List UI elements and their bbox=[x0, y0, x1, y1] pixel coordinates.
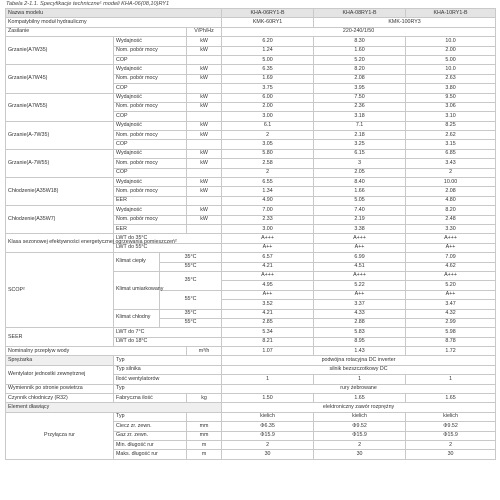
mode-row bbox=[6, 178, 496, 187]
climate-name: Klimat chłodny bbox=[114, 309, 160, 328]
value-cell: 3.25 bbox=[314, 140, 406, 149]
param-label: Nom. pobór mocy bbox=[114, 187, 187, 196]
exchanger-label: Wymiennik po stronie powietrza bbox=[6, 384, 114, 393]
value-cell: A++ bbox=[222, 243, 314, 252]
throttle-row bbox=[6, 403, 496, 412]
param-unit: kW bbox=[187, 187, 222, 196]
compressor-label: Sprężarka bbox=[6, 356, 114, 365]
value-cell: 5.05 bbox=[314, 196, 406, 205]
param-label: Wydajność bbox=[114, 93, 187, 102]
climate-name: Klimat ciepły bbox=[114, 253, 160, 272]
value-cell: 2 bbox=[222, 168, 314, 177]
value-cell: 1 bbox=[222, 375, 314, 384]
piping-unit: m bbox=[187, 450, 222, 459]
mode-name: Grzanie(A-7W35) bbox=[6, 121, 114, 149]
value-cell: 6.00 bbox=[222, 93, 314, 102]
model-name-label: Nazwa modelu bbox=[6, 9, 222, 18]
value-cell: 4.90 bbox=[222, 196, 314, 205]
exchanger-row bbox=[6, 384, 496, 393]
value-cell: 6.55 bbox=[222, 178, 314, 187]
param-label: Wydajność bbox=[114, 149, 187, 158]
fan-count-label: Ilość wentylatorów bbox=[114, 375, 222, 384]
piping-param: Ciecz zr. zewn. bbox=[114, 422, 187, 431]
power-unit: V/Ph/Hz bbox=[187, 27, 222, 36]
value-cell: 1.72 bbox=[406, 347, 496, 356]
scop-temp: 55°C bbox=[160, 290, 222, 309]
value-cell: 5.98 bbox=[406, 328, 496, 337]
value-cell: 1 bbox=[314, 375, 406, 384]
refrigerant-row bbox=[6, 394, 496, 403]
value-cell: A++ bbox=[314, 290, 406, 299]
value-cell: 10.00 bbox=[406, 178, 496, 187]
value-cell: 1.69 bbox=[222, 74, 314, 83]
value-cell: 8.25 bbox=[406, 121, 496, 130]
value-cell: A++ bbox=[406, 243, 496, 252]
value-cell: 3.52 bbox=[222, 300, 314, 309]
lwt-label: LWT do 55°C bbox=[114, 243, 222, 252]
fan-label: Wentylator jednostki zewnętrznej bbox=[6, 365, 114, 384]
value-cell: 4.80 bbox=[406, 196, 496, 205]
value-cell: 3.18 bbox=[314, 112, 406, 121]
mode-row bbox=[6, 206, 496, 215]
value-cell: 8.95 bbox=[314, 337, 406, 346]
climate-name: Klimat umiarkowany bbox=[114, 271, 160, 309]
compressor-row bbox=[6, 356, 496, 365]
param-unit: kW bbox=[187, 206, 222, 215]
header-row bbox=[6, 9, 496, 18]
value-cell: 4.33 bbox=[314, 309, 406, 318]
value-cell: 1.50 bbox=[222, 394, 314, 403]
value-cell: 2.85 bbox=[222, 318, 314, 327]
seer-row bbox=[6, 328, 496, 337]
energy-class-label: Klasa sezonowej efektywności energetycznej ogrzewania pomieszczeń² bbox=[6, 234, 114, 253]
compressor-value: podwójna rotacyjna DC inverter bbox=[222, 356, 496, 365]
value-cell: 7.40 bbox=[314, 206, 406, 215]
piping-label: Przyłącza rur bbox=[6, 412, 114, 459]
value-cell: A+++ bbox=[406, 271, 496, 280]
spec-table bbox=[5, 8, 496, 460]
value-cell: 5.00 bbox=[222, 55, 314, 64]
lwt-label: LWT do 7°C bbox=[114, 328, 222, 337]
param-label: Wydajność bbox=[114, 37, 187, 46]
scop-label: SCOP² bbox=[6, 253, 114, 328]
param-label: COP bbox=[114, 112, 187, 121]
scop-temp: 55°C bbox=[160, 262, 222, 271]
value-cell: kielich bbox=[406, 412, 496, 421]
exchanger-value: rury żebrowane bbox=[222, 384, 496, 393]
power-label: Zasilanie bbox=[6, 27, 187, 36]
param-label: EER bbox=[114, 196, 187, 205]
value-cell: 8.20 bbox=[406, 206, 496, 215]
energy-class-row bbox=[6, 234, 496, 243]
piping-row bbox=[6, 412, 496, 421]
param-unit: kW bbox=[187, 121, 222, 130]
fan-row bbox=[6, 365, 496, 374]
value-cell: Φ9.52 bbox=[314, 422, 406, 431]
piping-param: Maks. długość rur bbox=[114, 450, 187, 459]
value-cell: 6.85 bbox=[406, 149, 496, 158]
value-cell: 2 bbox=[314, 440, 406, 449]
scop-temp: 35°C bbox=[160, 253, 222, 262]
value-cell: A++ bbox=[222, 290, 314, 299]
value-cell: 6.57 bbox=[222, 253, 314, 262]
value-cell: 2 bbox=[222, 440, 314, 449]
refrigerant-unit: kg bbox=[187, 394, 222, 403]
value-cell: 1.60 bbox=[314, 46, 406, 55]
value-cell: 2.18 bbox=[314, 131, 406, 140]
value-cell: 3.00 bbox=[222, 112, 314, 121]
value-cell: 6.35 bbox=[222, 65, 314, 74]
param-label: Nom. pobór mocy bbox=[114, 46, 187, 55]
power-row bbox=[6, 27, 496, 36]
value-cell: 1.65 bbox=[314, 394, 406, 403]
param-unit bbox=[187, 224, 222, 233]
value-cell: 5.80 bbox=[222, 149, 314, 158]
param-unit: kW bbox=[187, 215, 222, 224]
param-label: EER bbox=[114, 224, 187, 233]
model-1: KHA-06RY1-B bbox=[222, 9, 314, 18]
lwt-label: LWT do 18°C bbox=[114, 337, 222, 346]
mode-name: Grzanie(A7W35) bbox=[6, 37, 114, 65]
value-cell: 3.95 bbox=[314, 84, 406, 93]
throttle-value: elektroniczny zawór rozprężny bbox=[222, 403, 496, 412]
value-cell: 3 bbox=[314, 159, 406, 168]
param-unit bbox=[187, 84, 222, 93]
value-cell: 4.62 bbox=[406, 262, 496, 271]
value-cell: 4.21 bbox=[222, 309, 314, 318]
power-value: 220-240/1/50 bbox=[222, 27, 496, 36]
param-label: COP bbox=[114, 55, 187, 64]
param-unit: kW bbox=[187, 46, 222, 55]
value-cell: 2 bbox=[406, 440, 496, 449]
param-label: COP bbox=[114, 140, 187, 149]
value-cell: 5.34 bbox=[222, 328, 314, 337]
param-unit: kW bbox=[187, 102, 222, 111]
param-unit bbox=[187, 196, 222, 205]
value-cell: Φ6.35 bbox=[222, 422, 314, 431]
value-cell: 2.58 bbox=[222, 159, 314, 168]
value-cell: 2.63 bbox=[406, 74, 496, 83]
exchanger-sub: Typ bbox=[114, 384, 222, 393]
param-unit bbox=[187, 112, 222, 121]
piping-unit bbox=[187, 412, 222, 421]
value-cell: A+++ bbox=[222, 234, 314, 243]
value-cell: 2.48 bbox=[406, 215, 496, 224]
value-cell: 8.40 bbox=[314, 178, 406, 187]
value-cell: 7.50 bbox=[314, 93, 406, 102]
value-cell: 2.36 bbox=[314, 102, 406, 111]
value-cell: 6.99 bbox=[314, 253, 406, 262]
value-cell: 7.09 bbox=[406, 253, 496, 262]
value-cell: 2 bbox=[222, 131, 314, 140]
mode-row bbox=[6, 93, 496, 102]
mode-name: Chłodzenie(A35W7) bbox=[6, 206, 114, 234]
value-cell: 30 bbox=[222, 450, 314, 459]
compressor-sub: Typ bbox=[114, 356, 222, 365]
value-cell: A+++ bbox=[314, 271, 406, 280]
value-cell: 3.75 bbox=[222, 84, 314, 93]
value-cell: 1.66 bbox=[314, 187, 406, 196]
refrigerant-label: Czynnik chłodniczy (R32) bbox=[6, 394, 114, 403]
mode-row bbox=[6, 65, 496, 74]
param-unit: kW bbox=[187, 65, 222, 74]
value-cell: 1.07 bbox=[222, 347, 314, 356]
param-unit: kW bbox=[187, 149, 222, 158]
lwt-label: LWT do 35°C bbox=[114, 234, 222, 243]
param-label: Wydajność bbox=[114, 206, 187, 215]
value-cell: 1.65 bbox=[406, 394, 496, 403]
param-label: Nom. pobór mocy bbox=[114, 159, 187, 168]
value-cell: A+++ bbox=[406, 234, 496, 243]
hydraulic-label: Kompatybilny moduł hydrauliczny bbox=[6, 18, 222, 27]
value-cell: 7.1 bbox=[314, 121, 406, 130]
water-flow-unit: m³/h bbox=[187, 347, 222, 356]
value-cell: 1.34 bbox=[222, 187, 314, 196]
value-cell: 5.83 bbox=[314, 328, 406, 337]
value-cell: 2.00 bbox=[222, 102, 314, 111]
value-cell: 2.99 bbox=[406, 318, 496, 327]
value-cell: 8.78 bbox=[406, 337, 496, 346]
value-cell: 3.06 bbox=[406, 102, 496, 111]
mode-name: Chłodzenie(A35W18) bbox=[6, 178, 114, 206]
value-cell: 30 bbox=[406, 450, 496, 459]
scop-temp: 35°C bbox=[160, 309, 222, 318]
value-cell: A+++ bbox=[222, 271, 314, 280]
param-unit: kW bbox=[187, 74, 222, 83]
scop-temp: 55°C bbox=[160, 318, 222, 327]
param-label: Nom. pobór mocy bbox=[114, 131, 187, 140]
param-label: Wydajność bbox=[114, 65, 187, 74]
mode-row bbox=[6, 37, 496, 46]
refrigerant-sub: Fabryczna ilość bbox=[114, 394, 187, 403]
mode-row bbox=[6, 149, 496, 158]
value-cell: 2.62 bbox=[406, 131, 496, 140]
param-label: COP bbox=[114, 84, 187, 93]
value-cell: 3.80 bbox=[406, 84, 496, 93]
hydraulic-module-a: KMK-60RY1 bbox=[222, 18, 314, 27]
piping-param: Min. długość rur bbox=[114, 440, 187, 449]
table-caption: Tabela 2-1.1. Specyfikacje techniczne¹ modeli KHA-06(08,10)RY1 bbox=[6, 1, 170, 7]
mode-row bbox=[6, 121, 496, 130]
value-cell: 2.00 bbox=[406, 46, 496, 55]
param-unit: kW bbox=[187, 159, 222, 168]
value-cell: 8.30 bbox=[314, 37, 406, 46]
hydraulic-row bbox=[6, 18, 496, 27]
mode-name: Grzanie(A7W45) bbox=[6, 65, 114, 93]
value-cell: kielich bbox=[222, 412, 314, 421]
value-cell: 7.00 bbox=[222, 206, 314, 215]
value-cell: 8.21 bbox=[222, 337, 314, 346]
value-cell: 9.50 bbox=[406, 93, 496, 102]
param-label: Nom. pobór mocy bbox=[114, 215, 187, 224]
piping-unit: mm bbox=[187, 422, 222, 431]
value-cell: 8.20 bbox=[314, 65, 406, 74]
value-cell: 5.20 bbox=[314, 55, 406, 64]
mode-name: Grzanie(A-7W55) bbox=[6, 149, 114, 177]
spec-table-body bbox=[6, 9, 496, 460]
seer-label: SEER bbox=[6, 328, 114, 347]
value-cell: 5.20 bbox=[406, 281, 496, 290]
water-flow-row bbox=[6, 347, 496, 356]
value-cell: 3.10 bbox=[406, 112, 496, 121]
param-unit: kW bbox=[187, 131, 222, 140]
value-cell: 3.00 bbox=[222, 224, 314, 233]
param-label: Wydajność bbox=[114, 121, 187, 130]
param-label: Nom. pobór mocy bbox=[114, 102, 187, 111]
value-cell: 3.38 bbox=[314, 224, 406, 233]
fan-type-value: silnik bezszczotkowy DC bbox=[222, 365, 496, 374]
param-unit: kW bbox=[187, 178, 222, 187]
mode-name: Grzanie(A7W55) bbox=[6, 93, 114, 121]
fan-type-label: Typ silnika bbox=[114, 365, 222, 374]
param-unit bbox=[187, 140, 222, 149]
param-unit bbox=[187, 168, 222, 177]
value-cell: 3.47 bbox=[406, 300, 496, 309]
value-cell: 1.24 bbox=[222, 46, 314, 55]
value-cell: 2 bbox=[406, 168, 496, 177]
model-2: KHA-08RY1-B bbox=[314, 9, 406, 18]
piping-unit: mm bbox=[187, 431, 222, 440]
value-cell: 6.20 bbox=[222, 37, 314, 46]
value-cell: 2.19 bbox=[314, 215, 406, 224]
param-unit: kW bbox=[187, 93, 222, 102]
water-flow-label: Nominalny przepływ wody bbox=[6, 347, 187, 356]
value-cell: 1.43 bbox=[314, 347, 406, 356]
value-cell: 30 bbox=[314, 450, 406, 459]
value-cell: A++ bbox=[406, 290, 496, 299]
hydraulic-module-b: KMK-100RY3 bbox=[314, 18, 496, 27]
value-cell: 10.0 bbox=[406, 37, 496, 46]
value-cell: 3.43 bbox=[406, 159, 496, 168]
value-cell: 2.88 bbox=[314, 318, 406, 327]
param-label: Nom. pobór mocy bbox=[114, 74, 187, 83]
value-cell: 3.15 bbox=[406, 140, 496, 149]
param-label: COP bbox=[114, 168, 187, 177]
piping-unit: m bbox=[187, 440, 222, 449]
value-cell: Φ15.9 bbox=[314, 431, 406, 440]
value-cell: Φ9.52 bbox=[406, 422, 496, 431]
value-cell: A+++ bbox=[314, 234, 406, 243]
value-cell: 4.32 bbox=[406, 309, 496, 318]
value-cell: kielich bbox=[314, 412, 406, 421]
value-cell: 6.15 bbox=[314, 149, 406, 158]
piping-param: Gaz zr. zewn. bbox=[114, 431, 187, 440]
scop-row bbox=[6, 253, 496, 262]
piping-param: Typ bbox=[114, 412, 187, 421]
model-3: KHA-10RY1-B bbox=[406, 9, 496, 18]
value-cell: 3.05 bbox=[222, 140, 314, 149]
value-cell: 3.37 bbox=[314, 300, 406, 309]
value-cell: 10.0 bbox=[406, 65, 496, 74]
value-cell: 6.1 bbox=[222, 121, 314, 130]
value-cell: A++ bbox=[314, 243, 406, 252]
value-cell: Φ15.9 bbox=[406, 431, 496, 440]
value-cell: 5.00 bbox=[406, 55, 496, 64]
value-cell: 2.08 bbox=[314, 74, 406, 83]
value-cell: 4.21 bbox=[222, 262, 314, 271]
value-cell: Φ15.9 bbox=[222, 431, 314, 440]
param-unit: kW bbox=[187, 37, 222, 46]
param-label: Wydajność bbox=[114, 178, 187, 187]
value-cell: 2.05 bbox=[314, 168, 406, 177]
value-cell: 3.30 bbox=[406, 224, 496, 233]
throttle-label: Element dławiący bbox=[6, 403, 222, 412]
value-cell: 2.08 bbox=[406, 187, 496, 196]
value-cell: 4.95 bbox=[222, 281, 314, 290]
value-cell: 2.33 bbox=[222, 215, 314, 224]
scop-temp: 35°C bbox=[160, 271, 222, 290]
value-cell: 5.22 bbox=[314, 281, 406, 290]
value-cell: 4.51 bbox=[314, 262, 406, 271]
value-cell: 1 bbox=[406, 375, 496, 384]
param-unit bbox=[187, 55, 222, 64]
